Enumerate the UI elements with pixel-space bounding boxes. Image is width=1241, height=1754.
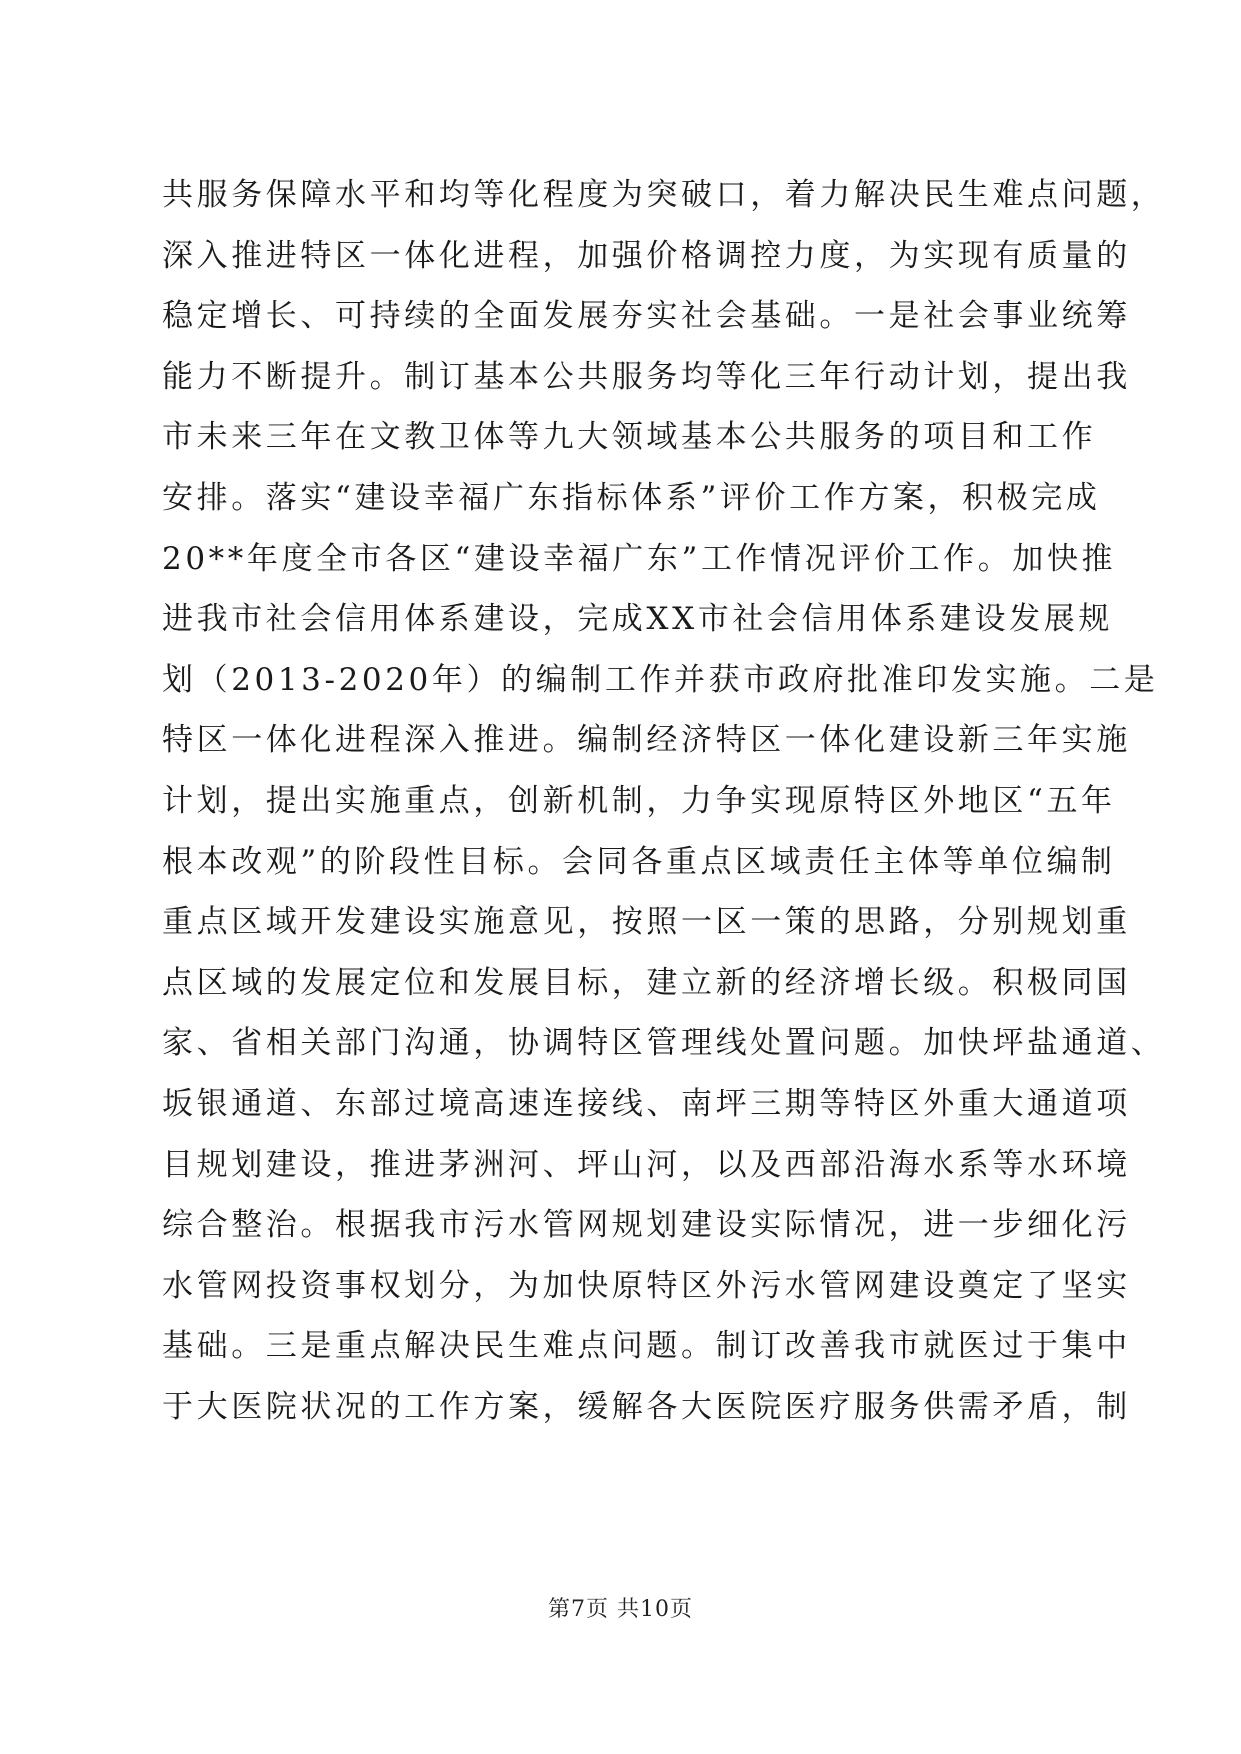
page-footer: 第7页 共10页 (548, 1597, 693, 1622)
text-line: 划（2013-2020年）的编制工作并获市政府批准印发实施。二是 (162, 661, 1159, 698)
text-line: 计划，提出实施重点，创新机制，力争实现原特区外地区“五年 (162, 782, 1116, 819)
text-line: 水管网投资事权划分，为加快原特区外污水管网建设奠定了坚实 (162, 1267, 1131, 1304)
text-line: 进我市社会信用体系建设，完成XX市社会信用体系建设发展规 (162, 601, 1113, 638)
text-line: 安排。落实“建设幸福广东指标体系”评价工作方案，积极完成 (162, 479, 1101, 516)
text-line: 市未来三年在文教卫体等九大领域基本公共服务的项目和工作 (162, 419, 1097, 456)
text-line: 家、省相关部门沟通，协调特区管理线处置问题。加快坪盐通道、 (162, 1025, 1166, 1062)
text-line: 点区域的发展定位和发展目标，建立新的经济增长级。积极同国 (162, 964, 1131, 1001)
text-line: 重点区域开发建设实施意见，按照一区一策的思路，分别规划重 (162, 904, 1131, 941)
text-line: 坂银通道、东部过境高速连接线、南坪三期等特区外重大通道项 (162, 1085, 1131, 1122)
text-line: 深入推进特区一体化进程，加强价格调控力度，为实现有质量的 (162, 237, 1131, 274)
body-text (162, 165, 1166, 1437)
text-line: 基础。三是重点解决民生难点问题。制订改善我市就医过于集中 (162, 1328, 1131, 1365)
text-line: 特区一体化进程深入推进。编制经济特区一体化建设新三年实施 (162, 722, 1131, 759)
text-line: 综合整治。根据我市污水管网规划建设实际情况，进一步细化污 (162, 1207, 1131, 1244)
text-line: 能力不断提升。制订基本公共服务均等化三年行动计划，提出我 (162, 358, 1131, 395)
text-line: 稳定增长、可持续的全面发展夯实社会基础。一是社会事业统筹 (162, 298, 1131, 335)
text-line: 根本改观”的阶段性目标。会同各重点区域责任主体等单位编制 (162, 843, 1116, 880)
text-line: 目规划建设，推进茅洲河、坪山河，以及西部沿海水系等水环境 (162, 1146, 1131, 1183)
text-line: 于大医院状况的工作方案，缓解各大医院医疗服务供需矛盾，制 (162, 1388, 1131, 1425)
text-line: 20**年度全市各区“建设幸福广东”工作情况评价工作。加快推 (162, 540, 1117, 577)
text-line: 共服务保障水平和均等化程度为突破口，着力解决民生难点问题， (162, 177, 1166, 213)
